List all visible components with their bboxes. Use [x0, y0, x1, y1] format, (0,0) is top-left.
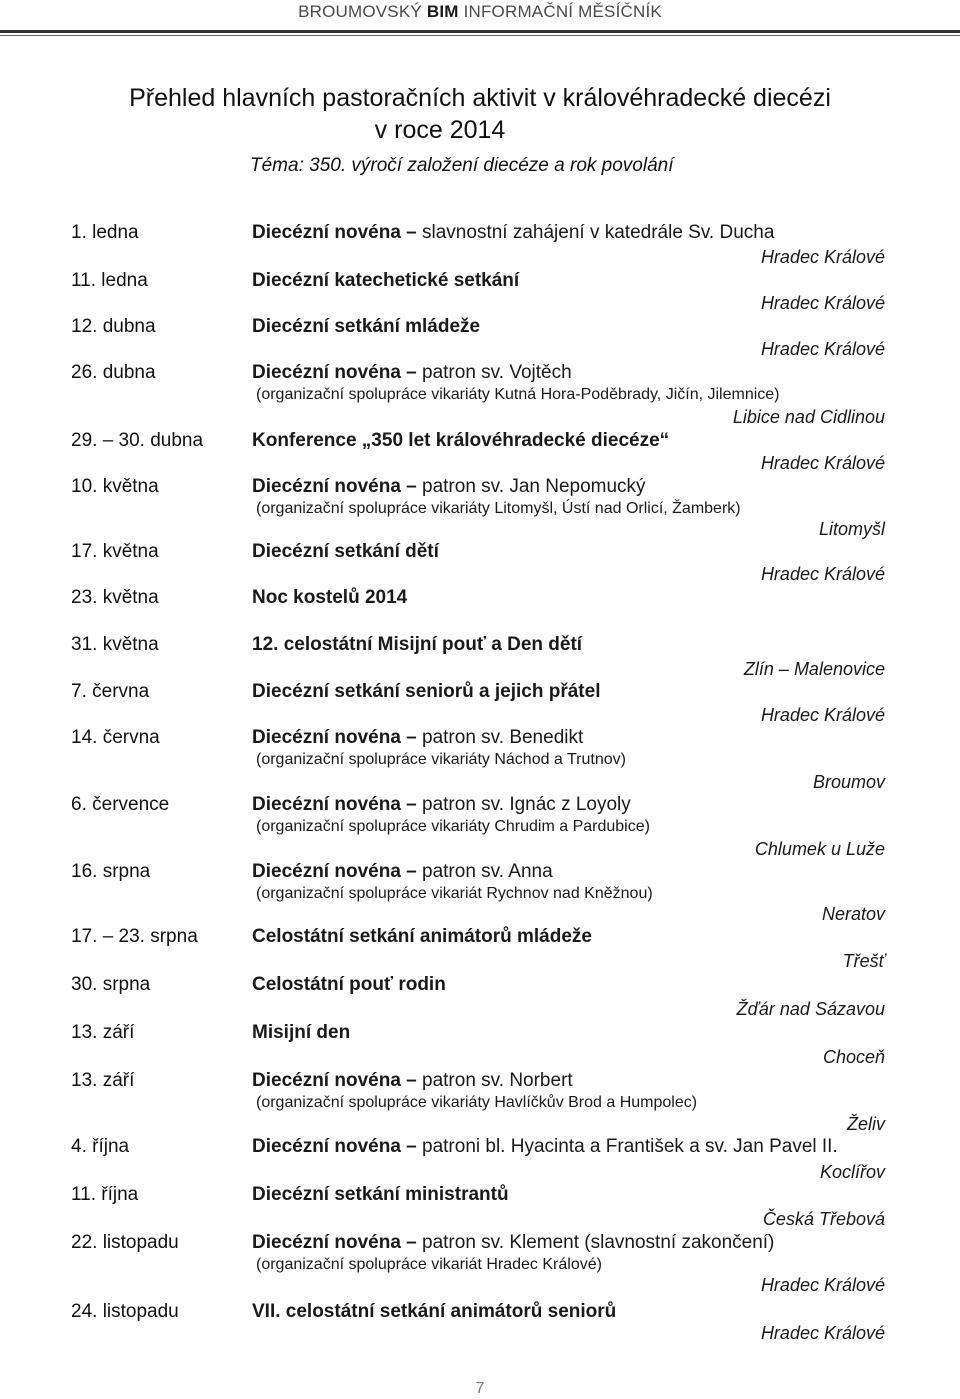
event-place: Libice nad Cidlinou	[732, 407, 885, 427]
event-date: 23. května	[71, 587, 159, 608]
event-place: Česká Třebová	[762, 1209, 885, 1229]
event-title	[252, 974, 446, 996]
event-note: (organizační spolupráce vikariáty Náchod a Trutnov)	[256, 751, 626, 768]
event-name: Diecézní novéna	[252, 362, 401, 383]
event-note: (organizační spolupráce vikariáty Chrudim a Pardubice)	[256, 818, 650, 835]
event-place: Neratov	[821, 904, 885, 924]
event-name: Diecézní setkání ministrantů	[252, 1184, 509, 1205]
event-title	[252, 316, 480, 338]
event-place: Žďár nad Sázavou	[736, 999, 885, 1019]
event-title	[252, 1136, 838, 1158]
event-detail: patron sv. Jan Nepomucký	[422, 476, 646, 497]
event-name: Diecézní novéna	[252, 222, 401, 243]
event-dash: –	[400, 476, 423, 497]
event-date: 13. září	[71, 1022, 135, 1043]
event-place: Želiv	[846, 1114, 885, 1134]
event-name: Diecézní novéna	[252, 727, 401, 748]
event-title	[252, 222, 774, 244]
event-name: Misijní den	[252, 1022, 351, 1043]
event-detail: patron sv. Benedikt	[422, 727, 584, 748]
event-dash: –	[400, 1232, 423, 1253]
event-title	[252, 587, 407, 609]
masthead-left: BROUMOVSKÝ	[298, 2, 422, 21]
event-title	[252, 1022, 350, 1044]
event-name: Celostátní pouť rodin	[252, 974, 446, 995]
event-title	[252, 794, 631, 816]
event-place: Koclířov	[819, 1162, 885, 1182]
event-date: 16. srpna	[71, 861, 151, 882]
event-date: 6. července	[71, 794, 170, 815]
event-title	[252, 476, 646, 498]
event-date: 11. října	[71, 1184, 139, 1205]
event-title	[252, 270, 519, 292]
event-detail: patron sv. Klement (slavnostní zakončení)	[422, 1232, 775, 1253]
event-name: Diecézní novéna	[252, 1232, 401, 1253]
event-title	[252, 1301, 616, 1323]
event-title	[252, 861, 553, 883]
event-date: 17. – 23. srpna	[71, 926, 198, 947]
event-dash: –	[400, 727, 423, 748]
event-date: 1. ledna	[71, 222, 139, 243]
event-date: 7. června	[71, 681, 150, 702]
event-place: Hradec Králové	[760, 293, 885, 313]
event-name: Konference „350 let královéhradecké diecéze“	[252, 430, 670, 451]
event-date: 10. května	[71, 476, 159, 497]
event-name: VII. celostátní setkání animátorů seniorů	[252, 1301, 617, 1322]
event-date: 14. června	[71, 727, 160, 748]
event-title	[252, 926, 592, 948]
event-title	[252, 1070, 573, 1092]
event-detail: patron sv. Norbert	[422, 1070, 573, 1091]
event-place: Hradec Králové	[760, 453, 885, 473]
event-title	[252, 1232, 774, 1254]
event-dash: –	[400, 1070, 423, 1091]
event-detail: slavnostní zahájení v katedrále Sv. Ducha	[422, 222, 775, 243]
masthead-bim: BIM	[426, 2, 459, 21]
event-title	[252, 541, 439, 563]
event-place: Choceň	[822, 1047, 885, 1067]
event-detail: patron sv. Ignác z Loyoly	[422, 794, 631, 815]
event-title	[252, 727, 583, 749]
event-date: 26. dubna	[71, 362, 156, 383]
theme-line: Téma: 350. výročí založení diecéze a rok povolání	[250, 155, 674, 176]
event-dash: –	[400, 861, 423, 882]
event-title	[252, 634, 582, 656]
event-note: (organizační spolupráce vikariát Rychnov nad Kněžnou)	[256, 885, 653, 902]
event-title	[252, 362, 572, 384]
event-name: Diecézní setkání mládeže	[252, 316, 481, 337]
event-name: Celostátní setkání animátorů mládeže	[252, 926, 592, 947]
event-name: Diecézní setkání seniorů a jejich přátel	[252, 681, 601, 702]
event-place: Hradec Králové	[760, 1275, 885, 1295]
event-name: Diecézní katechetické setkání	[252, 270, 520, 291]
event-date: 30. srpna	[71, 974, 151, 995]
event-note: (organizační spolupráce vikariáty Litomyšl, Ústí nad Orlicí, Žamberk)	[256, 500, 741, 517]
page-title-year: v roce 2014	[374, 116, 506, 144]
event-place: Hradec Králové	[760, 247, 885, 267]
event-dash: –	[400, 1136, 423, 1157]
event-date: 12. dubna	[71, 316, 156, 337]
event-place: Litomyšl	[818, 519, 885, 539]
masthead-right: INFORMAČNÍ MĚSÍČNÍK	[463, 2, 662, 21]
event-dash: –	[400, 362, 423, 383]
event-detail: patron sv. Vojtěch	[422, 362, 572, 383]
event-place: Hradec Králové	[760, 564, 885, 584]
event-name: Diecézní setkání dětí	[252, 541, 439, 562]
event-date: 11. ledna	[71, 270, 148, 291]
event-date: 4. října	[71, 1136, 130, 1157]
event-date: 29. – 30. dubna	[71, 430, 204, 451]
event-note: (organizační spolupráce vikariáty Kutná Hora-Poděbrady, Jičín, Jilemnice)	[256, 386, 780, 403]
event-place: Hradec Králové	[760, 339, 885, 359]
event-detail: patroni bl. Hyacinta a František a sv. Jan Pavel II.	[422, 1136, 838, 1157]
event-title	[252, 430, 669, 452]
event-note: (organizační spolupráce vikariát Hradec Králové)	[256, 1256, 602, 1273]
event-date: 31. května	[71, 634, 159, 655]
event-dash: –	[400, 222, 423, 243]
event-place: Hradec Králové	[760, 1323, 885, 1343]
page-number: 7	[475, 1380, 485, 1397]
event-note: (organizační spolupráce vikariáty Havlíčkův Brod a Humpolec)	[256, 1094, 698, 1111]
event-name: Noc kostelů 2014	[252, 587, 408, 608]
event-detail: patron sv. Anna	[422, 861, 553, 882]
event-dash: –	[400, 794, 423, 815]
event-place: Zlín – Malenovice	[743, 659, 885, 679]
event-name: Diecézní novéna	[252, 1136, 401, 1157]
event-title	[252, 681, 600, 703]
event-place: Hradec Králové	[760, 705, 885, 725]
event-date: 13. září	[71, 1070, 135, 1091]
event-name: Diecézní novéna	[252, 476, 401, 497]
event-date: 24. listopadu	[71, 1301, 179, 1322]
event-place: Třešť	[842, 951, 885, 971]
event-name: 12. celostátní Misijní pouť a Den dětí	[252, 634, 583, 655]
event-name: Diecézní novéna	[252, 1070, 401, 1091]
event-place: Broumov	[812, 772, 885, 792]
event-date: 22. listopadu	[71, 1232, 179, 1253]
event-name: Diecézní novéna	[252, 861, 401, 882]
event-title	[252, 1184, 509, 1206]
event-date: 17. května	[71, 541, 159, 562]
page-title: Přehled hlavních pastoračních aktivit v královéhradecké diecézi	[129, 84, 831, 112]
event-name: Diecézní novéna	[252, 794, 401, 815]
event-place: Chlumek u Luže	[754, 839, 885, 859]
